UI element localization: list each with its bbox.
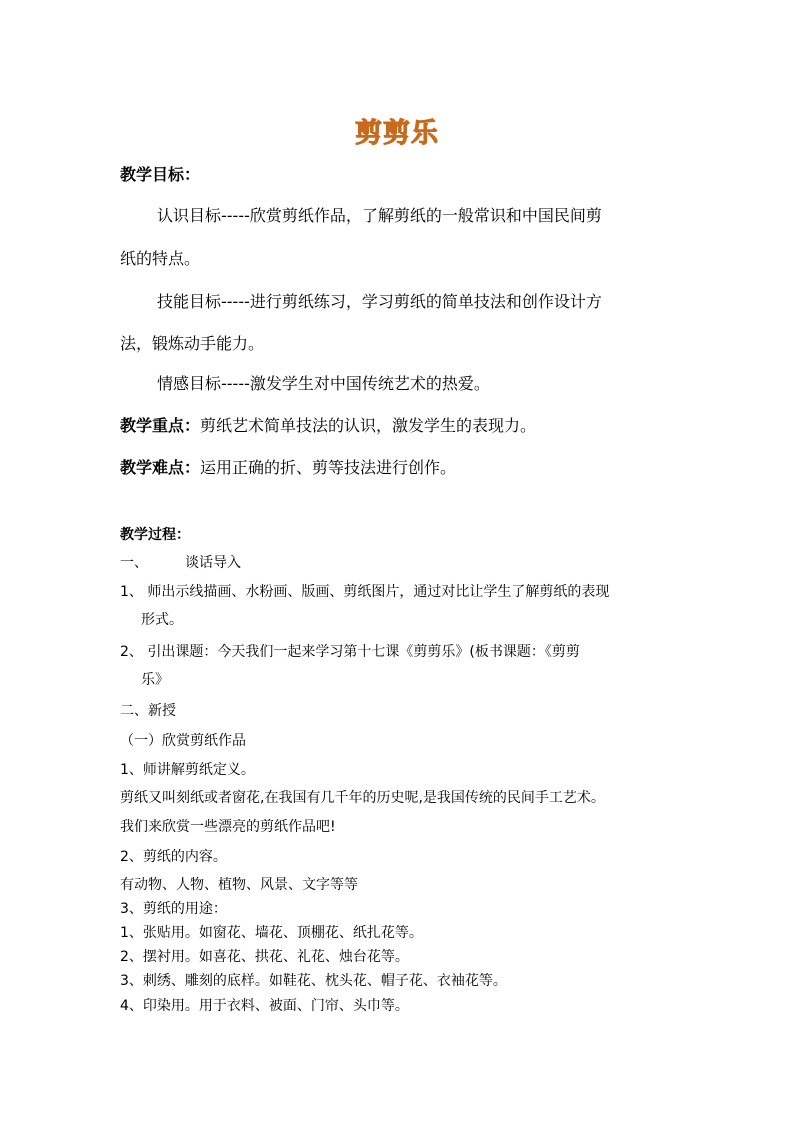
use-item: 3、刺绣、雕刻的底样。如鞋花、枕头花、帽子花、衣袖花等。 (120, 973, 507, 989)
definition-line-2: 我们来欣赏一些漂亮的剪纸作品吧! (120, 819, 336, 835)
part2-heading: 二、新授 (120, 703, 176, 719)
difficulty-line (120, 460, 456, 476)
definition-line-1: 剪纸又叫刻纸或者窗花,在我国有几千年的历史呢,是我国传统的民间手工艺术。 (120, 790, 605, 806)
part1-item1-line-2: 形式。 (141, 612, 183, 628)
part2-subheading-1: （一）欣赏剪纸作品 (120, 733, 246, 749)
part2-step-1: 1、师讲解剪纸定义。 (120, 762, 255, 778)
teaching-goals-heading: 教学目标： (120, 165, 201, 184)
part1-number: 一、 (120, 555, 148, 571)
part2-step-3: 3、剪纸的用途： (120, 901, 227, 917)
part1-item2-line-2: 乐》 (141, 672, 169, 688)
part1-item2-line-1: 2、 引出课题：今天我们一起来学习第十七课《剪剪乐》(板书课题：《剪剪 (120, 644, 580, 660)
key-point-text: 剪纸艺术简单技法的认识，激发学生的表现力。 (200, 416, 537, 435)
process-heading: 教学过程： (120, 527, 190, 543)
emotion-goal: 情感目标-----激发学生对中国传统艺术的热爱。 (157, 374, 490, 393)
part2-step-2: 2、剪纸的内容。 (120, 849, 227, 865)
part1-title: 谈话导入 (185, 555, 241, 571)
use-item: 2、摆衬用。如喜花、拱花、礼花、烛台花等。 (120, 949, 409, 965)
document-title: 剪剪乐 (355, 118, 439, 149)
key-point-line (120, 418, 536, 434)
use-item: 4、印染用。用于衣料、被面、门帘、头巾等。 (120, 998, 409, 1014)
cognitive-goal-line-2: 纸的特点。 (120, 249, 201, 268)
skill-goal-line-1: 技能目标-----进行剪纸练习，学习剪纸的简单技法和创作设计方 (157, 292, 602, 311)
skill-goal-line-2: 法，锻炼动手能力。 (120, 334, 265, 353)
key-point-label: 教学重点： (120, 416, 201, 435)
part1-heading (120, 556, 241, 570)
content-list: 有动物、人物、植物、风景、文字等等 (120, 877, 358, 893)
part1-item1-line-1: 1、 师出示线描画、水粉画、版画、剪纸图片，通过对比让学生了解剪纸的表现 (120, 584, 610, 600)
cognitive-goal-line-1: 认识目标-----欣赏剪纸作品，了解剪纸的一般常识和中国民间剪 (157, 206, 602, 225)
difficulty-label: 教学难点： (120, 458, 201, 477)
use-item: 1、张贴用。如窗花、墙花、顶棚花、纸扎花等。 (120, 925, 423, 941)
difficulty-text: 运用正确的折、剪等技法进行创作。 (200, 458, 457, 477)
